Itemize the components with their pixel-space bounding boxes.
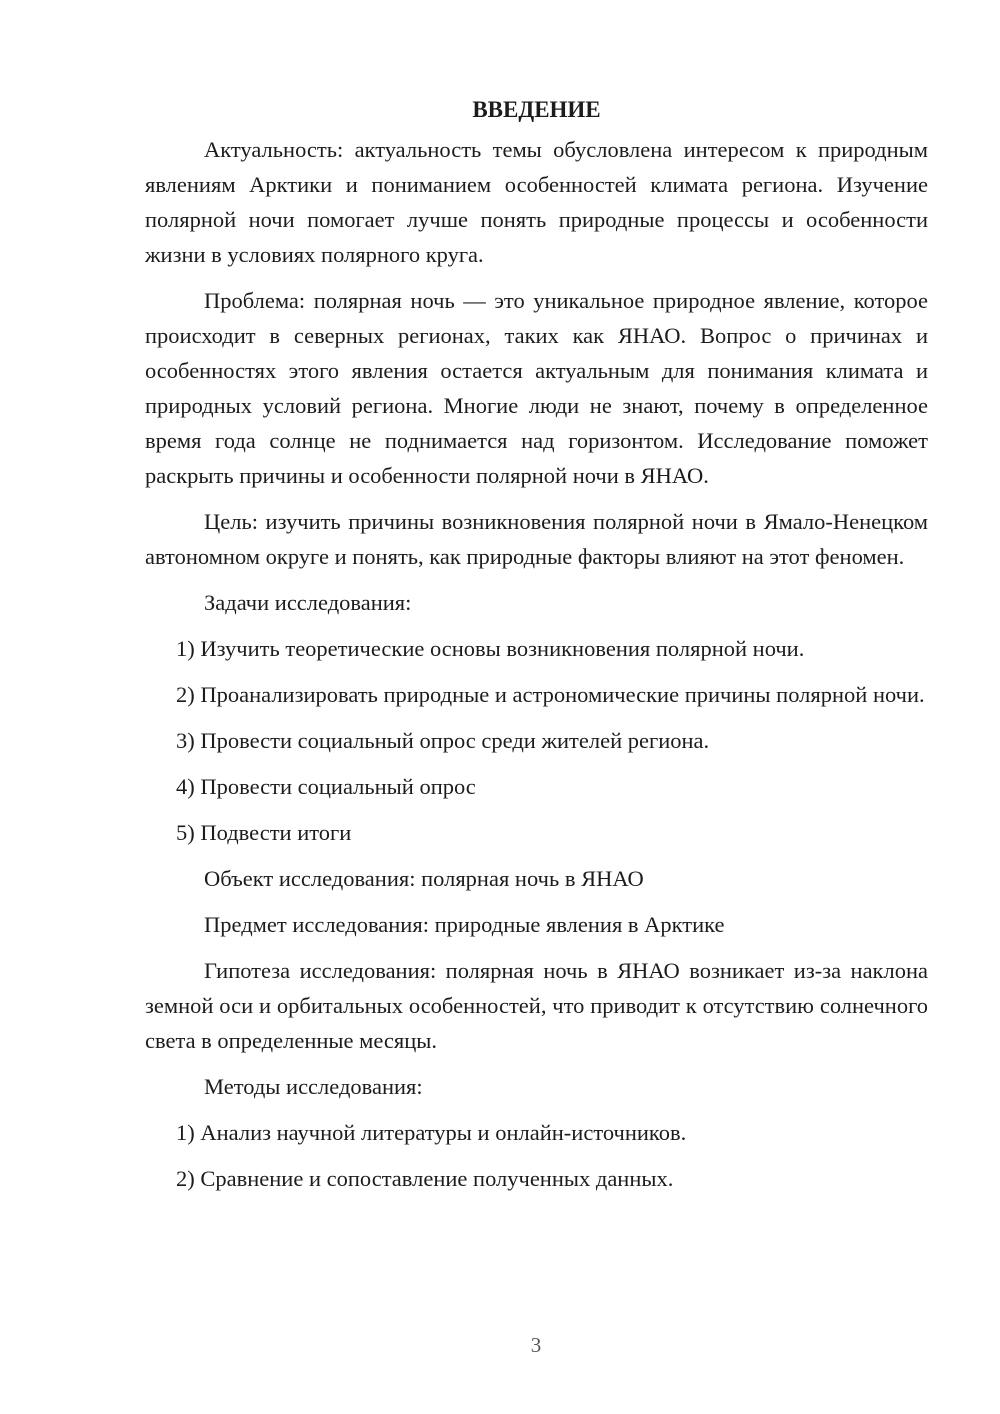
task-item-2: 2) Проанализировать природные и астрономические причины полярной ночи. xyxy=(176,682,925,707)
methods-heading: Методы исследования: xyxy=(204,1074,423,1099)
task-item-4: 4) Провести социальный опрос xyxy=(176,774,476,799)
paragraph-relevance: Актуальность: актуальность темы обусловлена интересом к природным явлениям Арктики и пониманием особенностей климата региона. Изучение полярной ночи помогает лучше понять природные процессы и особенности жизни в условиях полярного круга. xyxy=(145,137,928,267)
paragraph-problem: Проблема: полярная ночь — это уникальное природное явление, которое происходит в северных регионах, таких как ЯНАО. Вопрос о причинах и особенностях этого явления остается актуальным для понимания климата и природных условий региона. Многие люди не знают, почему в определенное время года солнце не поднимается над горизонтом. Исследование поможет раскрыть причины и особенности полярной ночи в ЯНАО. xyxy=(145,288,928,488)
task-item-5: 5) Подвести итоги xyxy=(176,820,352,845)
paragraph-object: Объект исследования: полярная ночь в ЯНАО xyxy=(204,866,644,891)
paragraph-hypothesis: Гипотеза исследования: полярная ночь в ЯНАО возникает из-за наклона земной оси и орбитальных особенностей, что приводит к отсутствию солнечного света в определенные месяцы. xyxy=(145,958,928,1053)
task-item-3: 3) Провести социальный опрос среди жителей региона. xyxy=(176,728,710,753)
section-title: ВВЕДЕНИЕ xyxy=(472,97,601,122)
tasks-heading: Задачи исследования: xyxy=(204,590,412,615)
method-item-2: 2) Сравнение и сопоставление полученных данных. xyxy=(176,1166,674,1191)
page-number: 3 xyxy=(530,1333,542,1357)
paragraph-goal: Цель: изучить причины возникновения полярной ночи в Ямало-Ненецком автономном округе и понять, как природные факторы влияют на этот феномен. xyxy=(145,509,928,569)
document-page xyxy=(145,92,928,1207)
paragraph-subject: Предмет исследования: природные явления в Арктике xyxy=(204,912,725,937)
task-item-1: 1) Изучить теоретические основы возникновения полярной ночи. xyxy=(176,636,805,661)
method-item-1: 1) Анализ научной литературы и онлайн-источников. xyxy=(176,1120,687,1145)
